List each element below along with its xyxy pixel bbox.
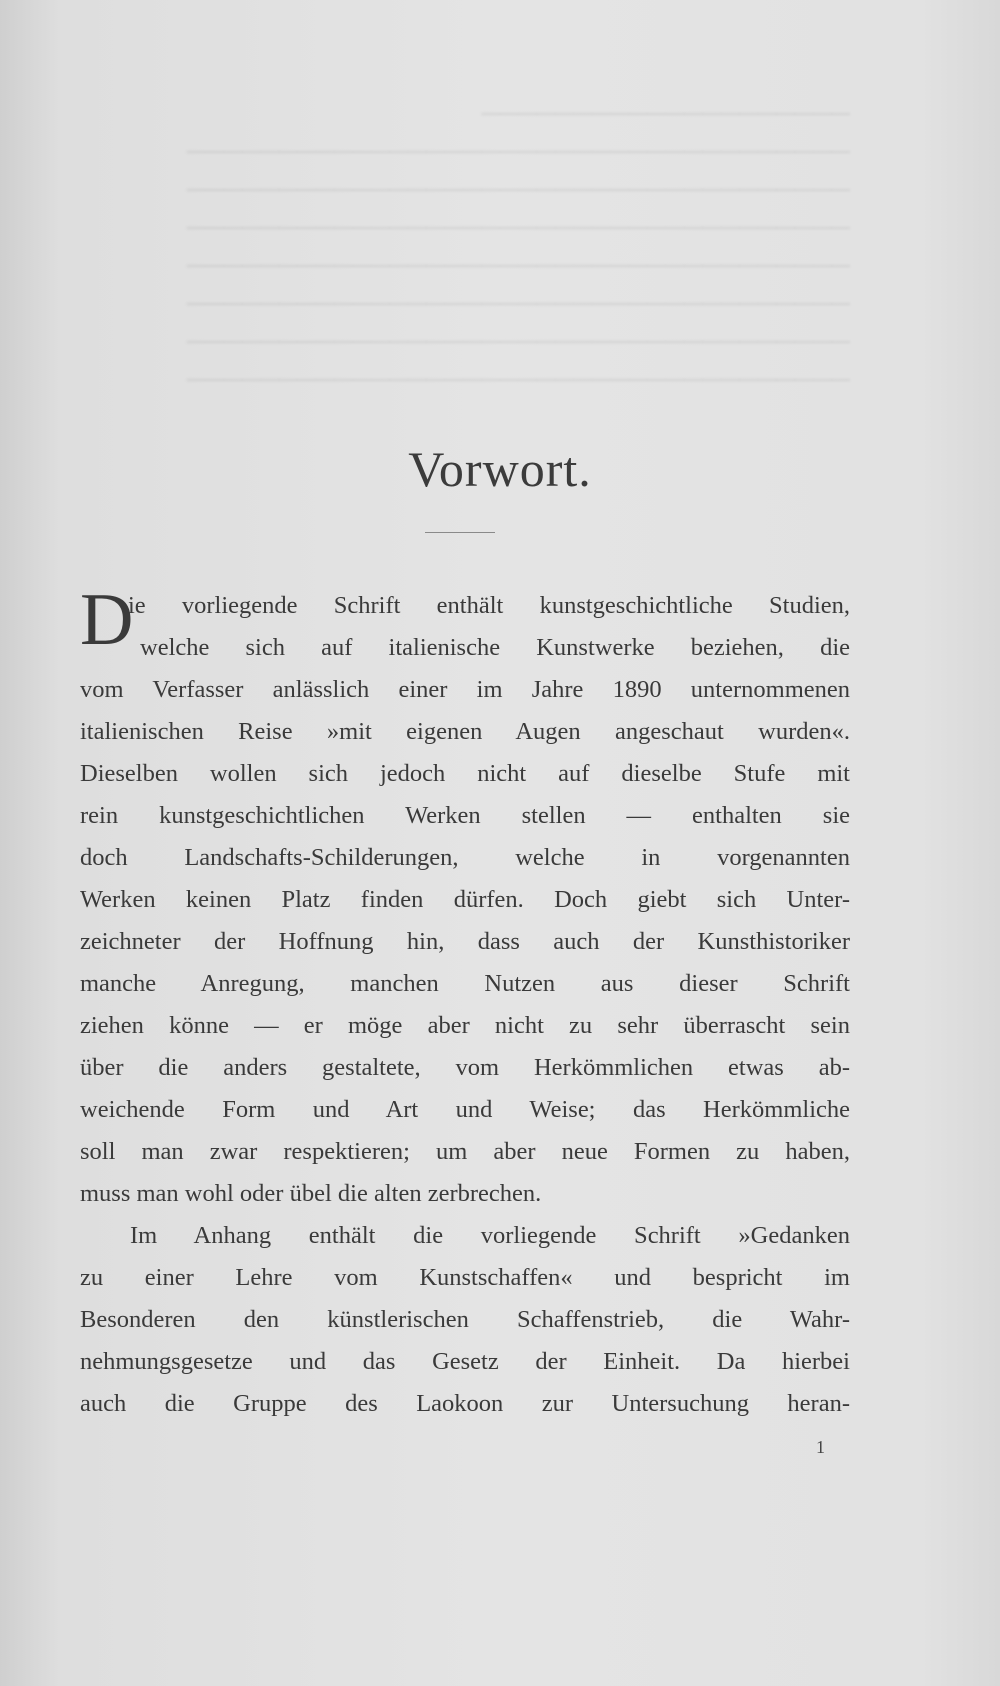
text-line: doch Landschafts-Schilderungen, welche in vorgenannten	[80, 844, 850, 871]
text-line: weichende Form und Art und Weise; das Herkömmliche	[80, 1096, 850, 1123]
show-through-text: ──────────────────── ──────────────────────────────────── ──────────────────────────────────── ──────────────────────────────────── ──────────────────────────────────── ──────────────────────────────────── ──────────────────────────────────── ────────────────────────────────────	[186, 99, 850, 394]
text-line: muss man wohl oder übel die alten zerbrechen.	[80, 1180, 542, 1207]
text-line: soll man zwar respektieren; um aber neue Formen zu haben,	[80, 1138, 850, 1165]
page-title: Vorwort.	[408, 441, 592, 497]
text-line: über die anders gestaltete, vom Herkömmlichen etwas ab-	[80, 1054, 850, 1081]
text-line: manche Anregung, manchen Nutzen aus dieser Schrift	[80, 970, 850, 997]
text-line: vom Verfasser anlässlich einer im Jahre 1890 unternommenen	[80, 676, 850, 703]
text-line: Werken keinen Platz finden dürfen. Doch giebt sich Unter-	[80, 886, 850, 913]
text-line: zu einer Lehre vom Kunstschaffen« und bespricht im	[80, 1264, 850, 1291]
text-line: zeichneter der Hoffnung hin, dass auch der Kunsthistoriker	[80, 928, 850, 955]
text-line: italienischen Reise »mit eigenen Augen angeschaut wurden«.	[80, 718, 850, 745]
text-line: auch die Gruppe des Laokoon zur Untersuchung heran-	[80, 1390, 850, 1417]
page-number: 1	[816, 1437, 825, 1457]
text-line: rein kunstgeschichtlichen Werken stellen — enthalten sie	[80, 802, 850, 829]
text-line: nehmungsgesetze und das Gesetz der Einheit. Da hierbei	[80, 1348, 850, 1375]
body-text	[80, 579, 850, 1425]
drop-cap: D	[80, 579, 134, 661]
text-line: ziehen könne — er möge aber nicht zu sehr überrascht sein	[80, 1012, 850, 1039]
text-line: Dieselben wollen sich jedoch nicht auf dieselbe Stufe mit	[80, 760, 850, 787]
text-line: Besonderen den künstlerischen Schaffenstrieb, die Wahr-	[80, 1306, 850, 1333]
text-line: welche sich auf italienische Kunstwerke beziehen, die	[140, 634, 850, 661]
title-rule	[425, 532, 495, 533]
text-line: Im Anhang enthält die vorliegende Schrift »Gedanken	[130, 1222, 850, 1249]
text-line: ie vorliegende Schrift enthält kunstgeschichtliche Studien,	[128, 592, 850, 619]
